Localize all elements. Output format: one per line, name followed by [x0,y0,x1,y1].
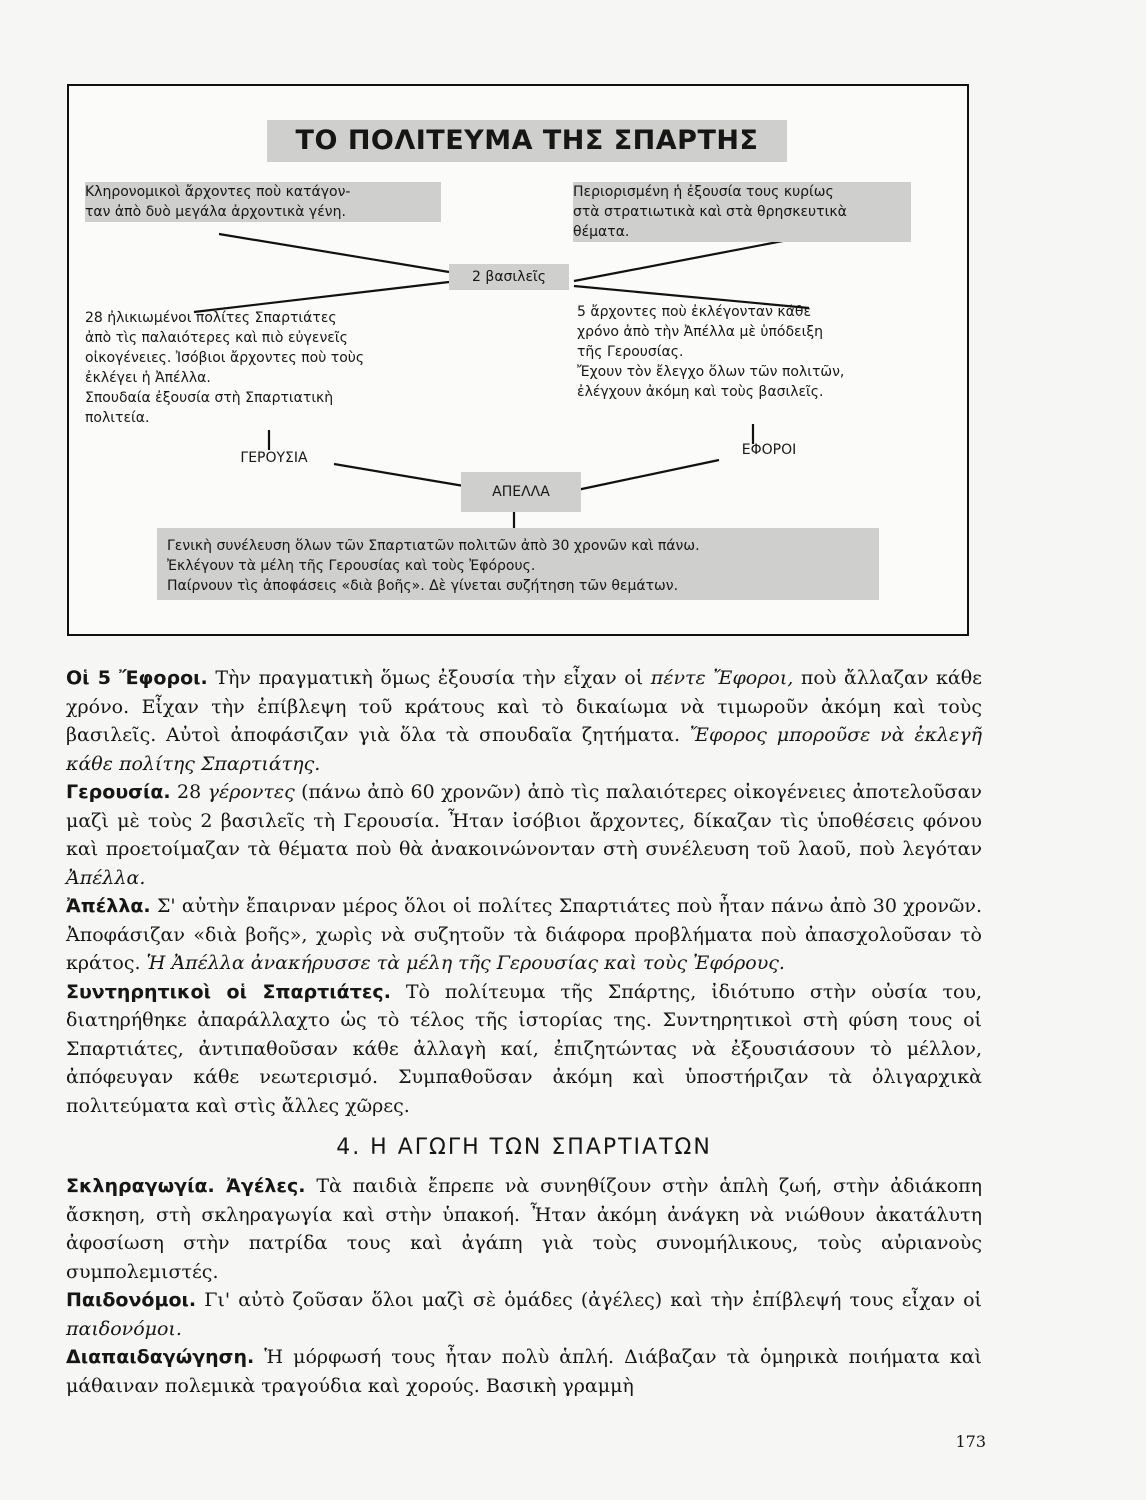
connector-kings-right [574,236,809,281]
paragraph-education [66,1343,982,1400]
heading-hardship: Σκληραγωγία. Ἀγέλες. [66,1175,306,1197]
text-line: 5 ἄρχοντες ποὺ ἐκλέγονταν κάθε [577,304,812,320]
text-line: χρόνο ἀπὸ τὴν Ἀπέλλα μὲ ὑπόδειξη [577,324,824,340]
page-number: 173 [955,1432,986,1451]
text-line: θέματα. [573,224,630,240]
apella-label: ΑΠΕΛΛΑ [461,472,581,512]
text-run: (πάνω ἀπὸ 60 χρονῶν) ἀπὸ τὶς παλαιότερες οἰκογένειες ἀποτελοῦσαν μαζὶ μὲ τοὺς 2 βασιλεῖς τὴ Γερουσία. Ἦταν ἰσόβιοι ἄρχοντες, δίκαζαν τὶς ὑποθέσεις φόνου καὶ προετοίμαζαν τὰ θέματα ποὺ θὰ ἀνακοινώνονταν στὴ συνέλευση τοῦ λαοῦ, ποὺ λεγόταν [66,781,982,860]
text-line: Σπουδαία ἐξουσία στὴ Σπαρτιατικὴ [85,390,334,406]
gerousia-description [85,308,415,428]
text-line: Παίρνουν τὶς ἀποφάσεις «διὰ βοῆς». Δὲ γίνεται συζήτηση τῶν θεμάτων. [167,578,679,594]
text-run: Ἡ μόρφωσή τους ἦταν πολὺ ἁπλή. Διάβαζαν τὰ ὁμηρικὰ ποιήματα καὶ μάθαιναν πολεμικὰ τραγούδια καὶ χορούς. Βασικὴ γραμμὴ [66,1346,982,1397]
text-line: ταν ἀπὸ δυὸ μεγάλα ἀρχοντικὰ γένη. [85,204,346,220]
gerousia-label: ΓΕΡΟΥΣΙΑ [240,450,308,466]
text-line: ἐκλέγει ἡ Ἀπέλλα. [85,370,211,386]
assembly-description [157,528,879,600]
text-line: Κληρονομικοὶ ἄρχοντες ποὺ κατάγον- [85,184,351,200]
text-line: Γενικὴ συνέλευση ὅλων τῶν Σπαρτιατῶν πολιτῶν ἀπὸ 30 χρονῶν καὶ πάνω. [167,538,700,554]
paragraph-gerousia [66,778,982,892]
text-line: Περιορισμένη ἡ ἐξουσία τους κυρίως [573,184,834,200]
heading-ephors: Οἱ 5 Ἔφοροι. [66,667,208,689]
ephors-label: ΕΦΟΡΟΙ [741,442,797,458]
paragraph-hardship [66,1172,982,1286]
heading-gerousia: Γερουσία. [66,781,171,803]
italic-run: γέροντες [207,781,295,803]
text-line: Ἐκλέγουν τὰ μέλη τῆς Γερουσίας καὶ τοὺς Ἐφόρους. [167,558,536,574]
text-line: στὰ στρατιωτικὰ καὶ στὰ θρησκευτικὰ [573,204,847,220]
italic-run: Ἀπέλλα. [66,866,146,889]
kings-origin-text [85,182,441,222]
kings-label: 2 βασιλεῖς [449,264,569,290]
text-run: Τὴν πραγματικὴ ὅμως ἐξουσία τὴν εἶχαν οἱ [207,667,651,689]
text-line: τῆς Γερουσίας. [577,344,684,360]
paragraph-ephors [66,664,982,778]
body-text-lower [66,1172,982,1400]
ephors-description [577,302,947,402]
connector-kings-left [219,234,449,272]
italic-run: Ἔφορος μποροῦσε νὰ ἐκλεγῆ κάθε πολίτης Σπαρτιάτης. [66,724,982,775]
paragraph-paidonomoi [66,1286,982,1343]
text-line: ἀπὸ τὶς παλαιότερες καὶ πιὸ εὐγενεῖς [85,330,348,346]
diagram-title: ΤΟ ΠΟΛΙΤΕΥΜΑ ΤΗΣ ΣΠΑΡΤΗΣ [267,120,787,162]
heading-paidonomoi: Παιδονόμοι. [66,1289,197,1311]
text-line: οἰκογένειες. Ἰσόβιοι ἄρχοντες ποὺ τοὺς [85,350,365,366]
text-line: ἐλέγχουν ἀκόμη καὶ τοὺς βασιλεῖς. [577,384,824,400]
paragraph-conservative [66,978,982,1121]
text-line: 28 ἠλικιωμένοι πολίτες Σπαρτιάτες [85,310,337,326]
italic-run: παιδονόμοι. [66,1317,182,1340]
kings-power-text [573,182,911,242]
paragraph-apella [66,892,982,978]
text-line: Ἔχουν τὸν ἔλεγχο ὅλων τῶν πολιτῶν, [577,364,845,380]
connector-gerousia-apella [334,464,464,486]
italic-run: πέντε Ἔφοροι, [650,667,794,689]
text-run: Γι' αὐτὸ ζοῦσαν ὅλοι μαζὶ σὲ ὁμάδες (ἀγέλες) καὶ τὴν ἐπίβλεψή τους εἶχαν οἱ [196,1289,982,1311]
text-run: ποὺ ἄλλαζαν κάθε χρόνο. Εἶχαν τὴν ἐπίβλεψη τοῦ κράτους καὶ τὸ δικαίωμα νὰ τιμωροῦν ἀκόμη καὶ τοὺς βασιλεῖς. Αὐτοὶ ἀποφάσιζαν γιὰ ὅλα τὰ σπουδαῖα ζητήματα. [66,667,983,746]
text-run: Σ' αὐτὴν ἔπαιρναν μέρος ὅλοι οἱ πολίτες Σπαρτιάτες ποὺ ἦταν πάνω ἀπὸ 30 χρονῶν. Ἀποφάσιζαν «διὰ βοῆς», χωρὶς νὰ συζητοῦν τὰ διάφορα προβλήματα ποὺ ἀπασχολοῦσαν τὸ κράτος. [66,895,982,974]
italic-run: Ἡ Ἀπέλλα ἀνακήρυσσε τὰ μέλη τῆς Γερουσίας καὶ τοὺς Ἐφόρους. [146,952,785,974]
heading-education: Διαπαιδαγώγηση. [66,1346,255,1368]
text-line: πολιτεία. [85,410,150,426]
section-title: 4. Η ΑΓΩΓΗ ΤΩΝ ΣΠΑΡΤΙΑΤΩΝ [336,1135,712,1160]
heading-apella: Ἀπέλλα. [66,895,151,917]
text-run: Τὰ παιδιὰ ἔπρεπε νὰ συνηθίζουν στὴν ἁπλὴ ζωή, στὴν ἀδιάκοπη ἄσκηση, στὴ σκληραγωγία καὶ στὴν ὑπακοή. Ἦταν ἀκόμη ἀνάγκη νὰ νιώθουν ἀκατάλυτη ἀφοσίωση στὴν πατρίδα τους καὶ ἀγάπη γιὰ τοὺς συνομήλικους, τοὺς αὐριανοὺς συμπολεμιστές. [66,1175,983,1283]
polity-diagram [67,84,969,636]
heading-conservative: Συντηρητικοὶ οἱ Σπαρτιάτες. [66,980,391,1003]
body-text-upper [66,664,982,1120]
connector-ephors-apella [577,460,719,490]
text-run: Τὸ πολίτευμα τῆς Σπάρτης, ἰδιότυπο στὴν οὐσία του, διατηρήθηκε ἀπαράλλαχτο ὡς τὸ τέλος τῆς ἱστορίας της. Συντηρητικοὶ στὴ φύση τους οἱ Σπαρτιάτες, ἀντιπαθοῦσαν κάθε ἀλλαγὴ καί, ἐπιζητώντας νὰ ἐξουσιάσουν τὸ μέλλον, ἀπόφευγαν κάθε νεωτερισμό. Συμπαθοῦσαν ἀκόμη καὶ ὑποστήριζαν τὰ ὀλιγαρχικὰ πολιτεύματα καὶ στὶς ἄλλες χῶρες. [66,980,982,1117]
text-run: 28 [170,781,208,803]
